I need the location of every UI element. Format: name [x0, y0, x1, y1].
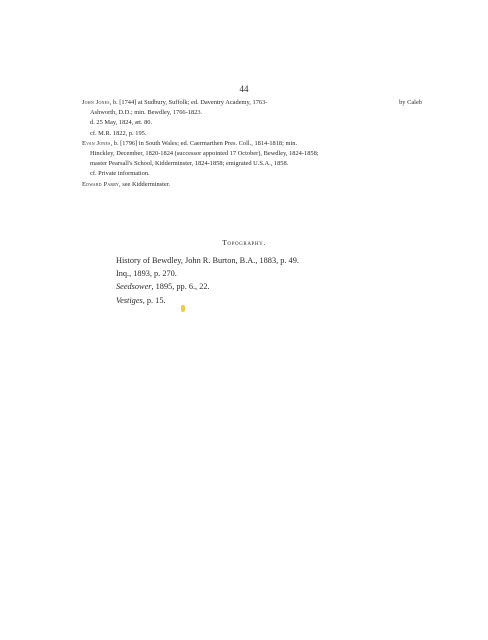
topography-item-text: , 1895, pp. 6., 22.	[151, 282, 210, 292]
entry-line: cf. Private information.	[90, 170, 150, 178]
entry-line: Ashworth, D.D.; min. Bewdley, 1766-1823.	[90, 109, 203, 117]
ink-mark	[181, 305, 185, 312]
topography-list	[116, 254, 299, 307]
entry-line: d. 25 May, 1824, æt. 80.	[90, 119, 153, 127]
topography-item-title: Vestiges	[116, 295, 143, 305]
entry-edward-parry	[82, 180, 422, 190]
topography-item: History of Bewdley, John R. Burton, B.A., 1883, p. 49.	[116, 256, 299, 265]
entry-text-right: by Caleb	[399, 99, 422, 106]
entry-text: , b. [1796] in South Wales; ed. Caermarthen Pres. Coll., 1814-1818; min.	[110, 139, 298, 147]
entry-line	[82, 98, 422, 108]
entry-line	[82, 180, 422, 190]
topography-item-title: Seedsower	[116, 282, 152, 292]
entry-line-left	[82, 98, 267, 108]
entry-text: , see Kidderminster.	[119, 180, 171, 188]
entry-name: John Jones	[82, 99, 110, 106]
topography-item	[116, 280, 299, 293]
entry-text: , b. [1744] at Sudbury, Suffolk; ed. Daventry Academy, 1763-	[109, 99, 268, 106]
topography-heading: Topography.	[222, 238, 266, 247]
entry-line: cf. M.R. 1822, p. 195.	[90, 129, 147, 137]
entry-line: master Pearsall's School, Kidderminster, 1824-1858; emigrated U.S.A., 1858.	[90, 160, 289, 168]
topography-item: Inq., 1893, p. 270.	[116, 269, 177, 279]
entry-line: Hinckley, December, 1820-1824 (successor appointed 17 October), Bewdley, 1824-1858;	[90, 150, 319, 158]
entry-name: Edward Parry	[82, 180, 120, 188]
minister-entries	[82, 98, 422, 190]
entry-name: Evan Jones	[82, 139, 111, 147]
entry-line	[82, 139, 422, 149]
topography-item-text: , p. 15.	[142, 295, 166, 305]
entry-john-jones	[82, 98, 422, 139]
entry-evan-jones	[82, 139, 422, 180]
topography-item	[116, 294, 299, 307]
page-number: 44	[239, 84, 249, 94]
